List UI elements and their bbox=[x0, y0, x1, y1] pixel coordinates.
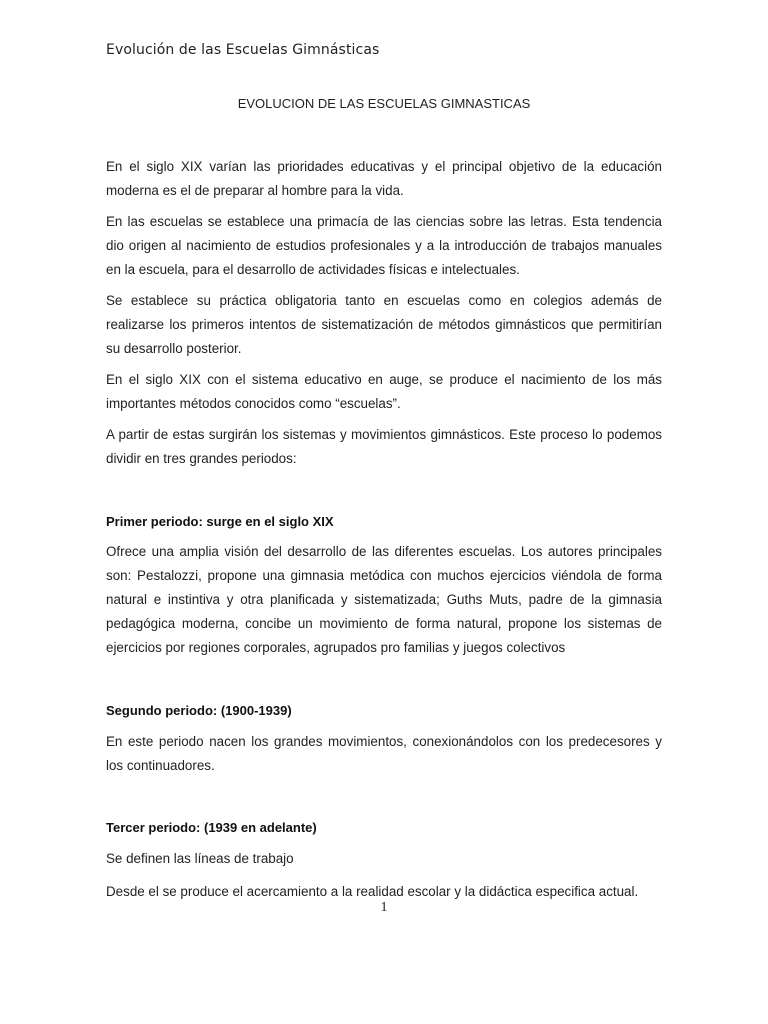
document-title: EVOLUCION DE LAS ESCUELAS GIMNASTICAS bbox=[237, 96, 531, 111]
paragraph: En las escuelas se establece una primacía de las ciencias sobre las letras. Esta tendencia dio origen al nacimiento de estudios profesionales y a la introducción de trabajos manuales en la escuela, para el desarrollo de actividades físicas e intelectuales. bbox=[106, 214, 662, 277]
paragraph: Se definen las líneas de trabajo bbox=[106, 851, 294, 866]
paragraph: En el siglo XIX varían las prioridades educativas y el principal objetivo de la educación moderna es el de preparar al hombre para la vida. bbox=[106, 159, 662, 198]
page-number: 1 bbox=[380, 900, 388, 915]
paragraph: A partir de estas surgirán los sistemas y movimientos gimnásticos. Este proceso lo podemos dividir en tres grandes periodos: bbox=[106, 427, 662, 466]
paragraph: En este periodo nacen los grandes movimientos, conexionándolos con los predecesores y los continuadores. bbox=[106, 734, 662, 773]
running-header: Evolución de las Escuelas Gimnásticas bbox=[106, 42, 380, 58]
paragraph: Desde el se produce el acercamiento a la realidad escolar y la didáctica especifica actual. bbox=[106, 884, 639, 899]
section-heading: Segundo periodo: (1900-1939) bbox=[106, 703, 292, 718]
section-heading: Tercer periodo: (1939 en adelante) bbox=[106, 820, 317, 835]
paragraph: Se establece su práctica obligatoria tanto en escuelas como en colegios además de realizarse los primeros intentos de sistematización de métodos gimnásticos que permitirían su desarrollo posterior. bbox=[106, 293, 662, 356]
section-heading: Primer periodo: surge en el siglo XIX bbox=[106, 514, 334, 529]
paragraph: Ofrece una amplia visión del desarrollo de las diferentes escuelas. Los autores principales son: Pestalozzi, propone una gimnasia metódica con muchos ejercicios viéndola de forma natural e instintiva y otra planificada y sistematizada; Guths Muts, padre de la gimnasia pedagógica moderna, concibe un movimiento de forma natural, propone los sistemas de ejercicios por regiones corporales, agrupados pro familias y juegos colectivos bbox=[106, 544, 662, 655]
paragraph: En el siglo XIX con el sistema educativo en auge, se produce el nacimiento de los más importantes métodos conocidos como “escuelas”. bbox=[106, 372, 662, 411]
